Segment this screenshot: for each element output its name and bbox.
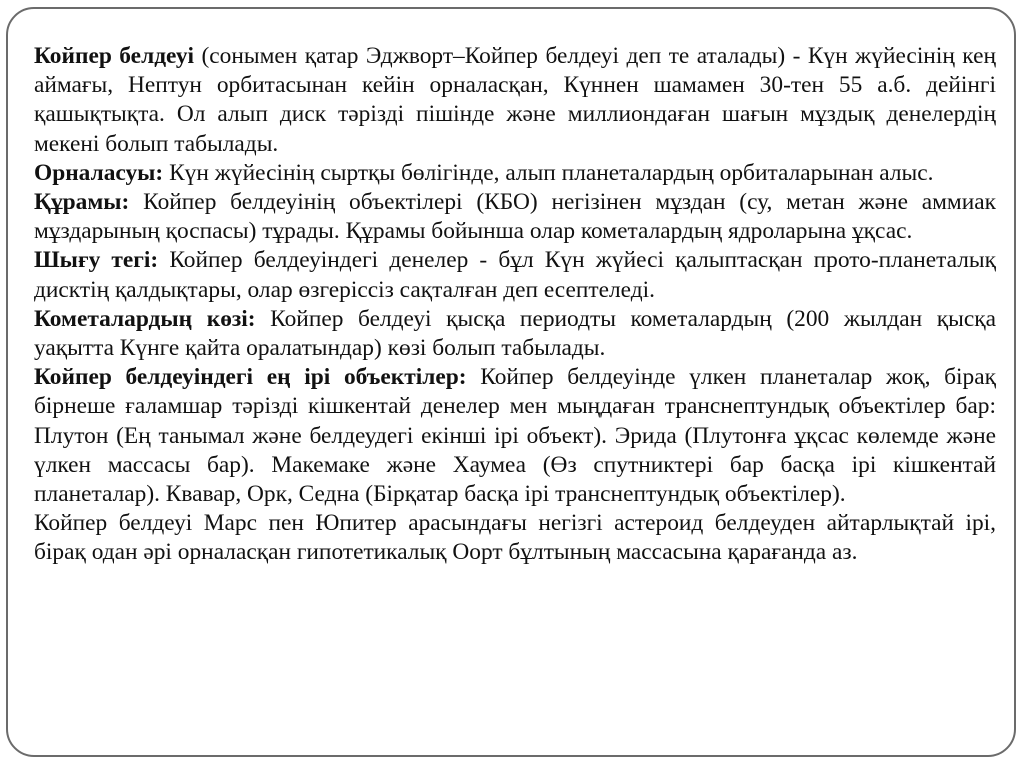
term-comet-source: Кометалардың көзі:	[34, 305, 256, 332]
term-composition: Құрамы:	[34, 189, 130, 216]
paragraph-origin	[34, 246, 996, 304]
term-location: Орналасуы:	[34, 159, 164, 186]
paragraph-mass-comparison	[34, 509, 996, 567]
paragraph-text: Койпер белдеуі қысқа периодты кометалардың (200 жылдан қысқа уақытта Күнге қайта оралатындар) көзі болып табылады.	[34, 305, 996, 362]
paragraph-comet-source	[34, 305, 996, 363]
paragraph-composition	[34, 188, 996, 246]
paragraph-text: Койпер белдеуі Марс пен Юпитер арасындағы негізгі астероид белдеуден айтарлықтай ірі, бірақ одан әрі орналасқан гипотетикалық Оорт бұлтының массасына қарағанда аз.	[34, 510, 996, 566]
paragraph-location	[34, 159, 996, 188]
term-largest-objects: Койпер белдеуіндегі ең ірі объектілер:	[34, 364, 467, 391]
term-kuiper-belt: Койпер белдеуі	[34, 43, 195, 69]
term-origin: Шығу тегі:	[34, 247, 159, 274]
paragraph-text: Күн жүйесінің сыртқы бөлігінде, алып планеталардың орбиталарынан алыс.	[163, 159, 934, 186]
paragraph-definition	[34, 42, 996, 159]
slide-body	[34, 42, 996, 568]
paragraph-largest-objects	[34, 363, 996, 509]
paragraph-text: Койпер белдеуіндегі денелер - бұл Күн жүйесі қалыптасқан прото-планеталық дисктің қалдықтары, олар өзгеріссіз сақталған деп есептеледі.	[34, 247, 996, 303]
paragraph-text: Койпер белдеуінде үлкен планеталар жоқ, бірақ бірнеше ғаламшар тәрізді кішкентай денелер мен мыңдаған транснептундық объектілер бар: Плутон (Ең танымал және белдеудегі екінші ірі объект). Эрида (Плутонға ұқсас көлемде және үлкен массасы бар). Макемаке және Хаумеа (Өз спутниктері бар басқа ірі кішкентай планеталар). Квавар, Орк, Седна (Бірқатар басқа ірі транснептундық объектілер).	[34, 364, 996, 508]
paragraph-text: Койпер белдеуінің объектілері (КБО) негізінен мұздан (су, метан және аммиак мұздарының қоспасы) тұрады. Құрамы бойынша олар кометалардың ядроларына ұқсас.	[34, 189, 996, 245]
paragraph-text: (сонымен қатар Эджворт–Койпер белдеуі деп те аталады) - Күн жүйесінің кең аймағы, Нептун орбитасынан кейін орналасқан, Күннен шамамен 30-тен 55 а.б. дейінгі қашықтықта. Ол алып диск тәрізді пішінде және миллиондаған шағын мұздық денелердің мекені болып табылады.	[34, 43, 996, 157]
slide-frame	[6, 7, 1016, 757]
